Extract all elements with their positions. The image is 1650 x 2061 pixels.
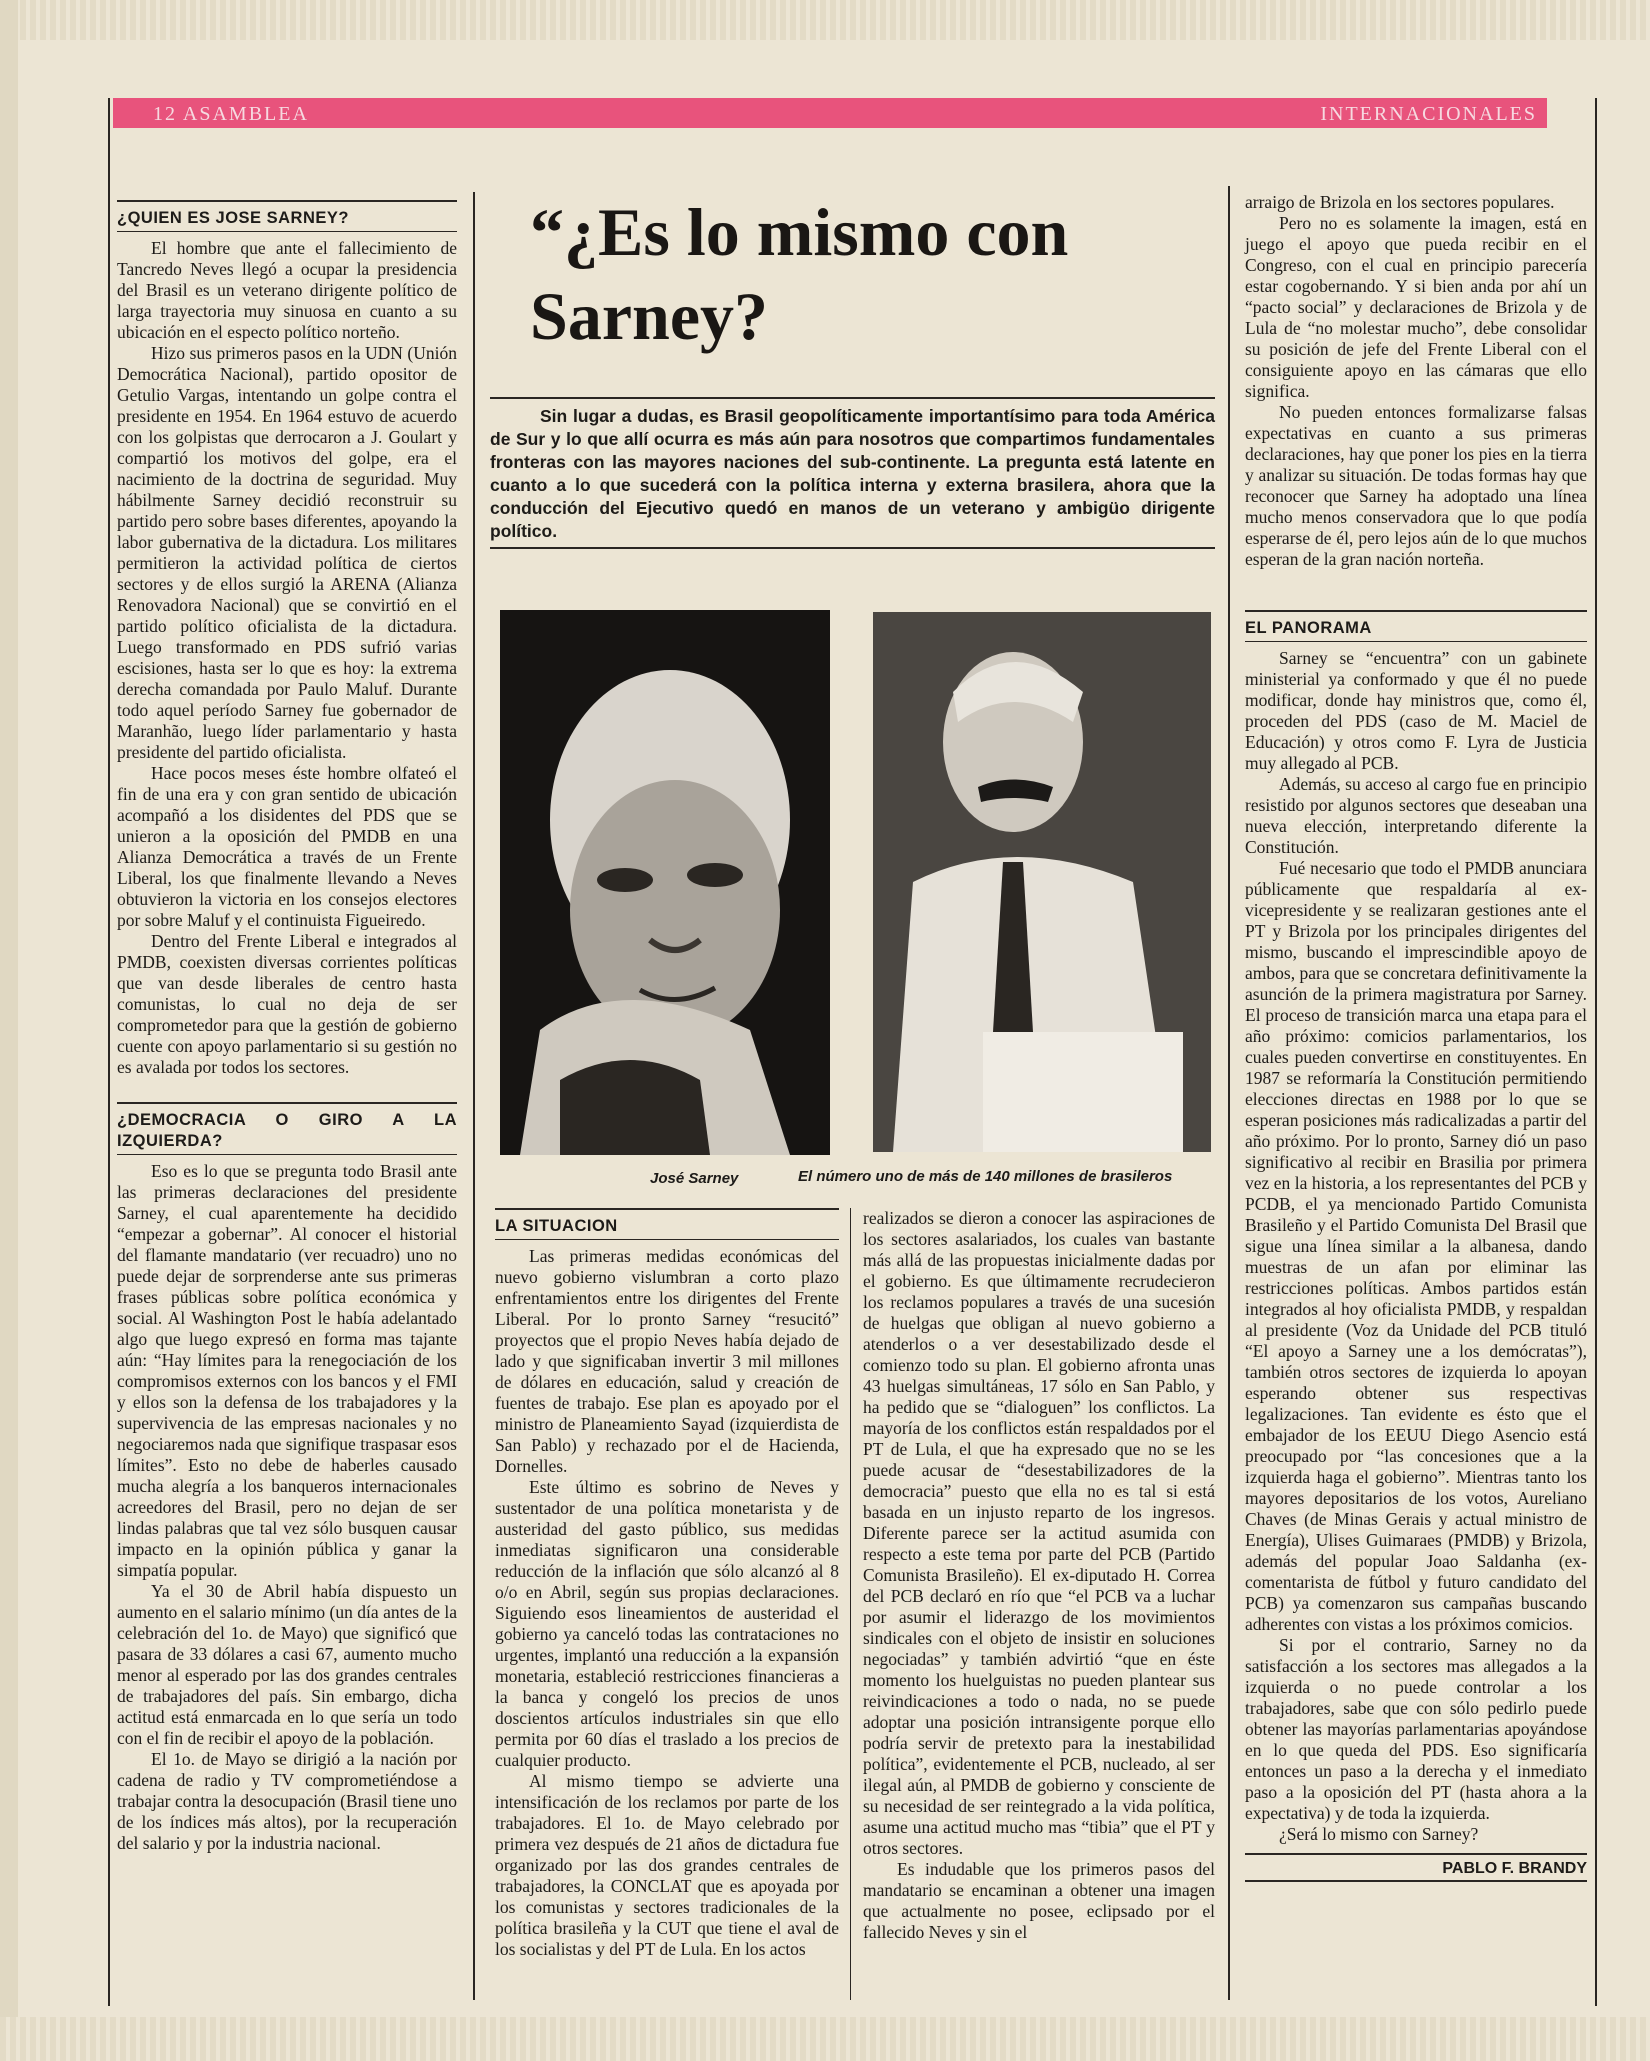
section-title-situacion: LA SITUACION — [495, 1208, 839, 1240]
paragraph: No pueden entonces formalizarse falsas expectativas en cuanto a sus primeras declaraciones, hay que poner los pies en la tierra y analizar su situación. De todas formas hay que reconocer que Sarney ha adoptado una línea mucho menos conservadora que lo que podía esperarse de él, pero lejos aún de lo que muchos esperan de la gran nación norteña. — [1245, 402, 1587, 569]
closing-question: ¿Será lo mismo con Sarney? — [1279, 1824, 1479, 1844]
lead-text: Sin lugar a dudas, es Brasil geopolíticamente importantísimo para toda América de Sur y lo que allí ocurra es más aún para nosotros que compartimos fundamentales fronteras con las mayores naciones del sub-continente. La pregunta está latente en cuanto a lo que sucederá con la política interna y externa brasilera, ahora que la conducción del Ejecutivo quedó en manos de un veterano y ambigüo dirigente político. — [490, 406, 1215, 541]
paragraph: Este último es sobrino de Neves y sustentador de una política monetarista y de austeridad del gasto público, sus medidas inmediatas significaron una considerable reducción de la inflación que sólo alcanzó al 8 o/o en Abril, según sus propias declaraciones. Siguiendo esos lineamientos de austeridad el gobierno ya canceló todas las contrataciones no urgentes, implantó una reducción a la expansión monetaria, estableció restricciones financieras a la banca y congeló los precios de unos doscientos artículos industriales sin que ello permita por 60 días el traslado a los precios de cualquier producto. — [495, 1477, 839, 1770]
column-1 — [117, 200, 457, 1854]
article-lead — [490, 397, 1215, 549]
column-rule-1 — [473, 192, 475, 2000]
paragraph: Al mismo tiempo se advierte una intensificación de los reclamos por parte de los trabajadores. El 1o. de Mayo celebrado por primera vez después de 21 años de dictadura fue organizado por las dos grandes centrales de trabajadores, la CONCLAT que es apoyada por los comunistas y sectores tradicionales de la política brasileña y la CUT que tiene el aval de los socialistas y del PT de Lula. En los actos — [495, 1771, 839, 1959]
column-2 — [495, 1208, 839, 1960]
paragraph: Ya el 30 de Abril había dispuesto un aumento en el salario mínimo (un día antes de la celebración del 1o. de Mayo) que significó que pasara de 33 dólares a casi 67, aumento mucho menor al esperado por las dos grandes centrales de trabajadores del país. Sin embargo, dicha actitud está enmarcada en lo que sería un todo con el fin de recibir el apoyo de la población. — [117, 1581, 457, 1748]
photo-caption-left: José Sarney — [650, 1170, 739, 1187]
headline-line-2: Sarney? — [530, 278, 768, 354]
page-number-section: 12 ASAMBLEA — [153, 103, 309, 125]
section-name: INTERNACIONALES — [1320, 103, 1537, 125]
paragraph: Hizo sus primeros pasos en la UDN (Unión Democrática Nacional), partido opositor de Getulio Vargas, intentando un golpe contra el presidente en 1954. En 1964 estuvo de acuerdo con los golpistas que derrocaron a J. Goulart y compartió los motivos del golpe, era el nacimiento de la doctrina de seguridad. Muy hábilmente Sarney decidió reconstruir su partido pero sobre bases diferentes, apoyando la labor gubernativa de la dictadura. Los militares permitieron la actividad política de ciertos sectores y de ellos surgió la ARENA (Alianza Renovadora Nacional) que se convirtió en el partido político oficialista de la dictadura. Luego transformado en PDS sufrió varias escisiones, hasta ser lo que es hoy: la extrema derecha comandada por Paulo Maluf. Durante todo aquel período Sarney fue gobernador de Maranhão, luego líder parlamentario y hasta presidente del partido oficialista. — [117, 343, 457, 762]
section-header-bar — [113, 98, 1547, 128]
portrait-illustration — [873, 612, 1211, 1152]
article-headline — [530, 190, 1190, 358]
paragraph: Dentro del Frente Liberal e integrados al PMDB, coexisten diversas corrientes políticas que van desde liberales de centro hasta comunistas, lo cual no deja de ser comprometedor para que la gestión de gobierno cuente con apoyo parlamentario si su gestión no es avalada por todos los sectores. — [117, 931, 457, 1077]
paragraph: Además, su acceso al cargo fue en principio resistido por algunos sectores que deseaban una nueva elección, interpretando diferente la Constitución. — [1245, 774, 1587, 857]
portrait-illustration — [500, 610, 830, 1155]
paragraph: Fué necesario que todo el PMDB anunciara públicamente que respaldaría al ex-vicepresidente y se realizaran gestiones ante el PT y Brizola por los principales dirigentes del mismo, buscando el imprescindible apoyo de ambos, para que se concretara definitivamente la asunción de la primera magistratura por Sarney. El proceso de transición marca una etapa para el año próximo: comicios parlamentarios, los cuales pueden convertirse en constituyentes. En 1987 se reformaría la Constitución permitiendo elecciones directas en 1988 por lo que se esperan posiciones más radicalizadas a partir del año próximo. Por lo pronto, Sarney dió un paso significativo al recibir en Brasilia por primera vez en la historia, a los representantes del PCB y PCDB, el ya mencionado Partido Comunista Brasileño y el Partido Comunista Del Brasil que sigue una línea similar a la albanesa, dando muestras de un afan por eliminar las restricciones políticas. Ambos partidos están integrados al hoy oficialista PMDB, y respaldan al presidente (Voz da Unidade del PCB tituló “El apoyo a Sarney une a los demócratas”), también otros sectores de izquierda lo apoyan esperando obtener sus respectivas legalizaciones. Tan evidente es ésto que el embajador de los EEUU Diego Asencio está preocupado por “las concesiones que a la izquierda haga el gobierno”. Mientras tanto los mayores depositarios de los votos, Aureliano Chaves (de Minas Gerais y actual ministro de Energía), Ulises Guimaraes (PMDB) y Brizola, además del popular Joao Saldanha (ex-comentarista de fútbol y futuro candidato del PCB) ya comenzaron sus campañas buscando adherentes con vistas a los próximos comicios. — [1245, 858, 1587, 1634]
paragraph: El 1o. de Mayo se dirigió a la nación por cadena de radio y TV comprometiéndose a trabajar contra la desocupación (Brasil tiene uno de los índices más altos), por la recuperación del salario y por la industria nacional. — [117, 1749, 457, 1853]
paragraph: Si por el contrario, Sarney no da satisfacción a los sectores mas allegados a la izquierda o no puede controlar a los trabajadores, sabe que con sólo pedirlo puede obtener las mayorías parlamentarias apoyándose en lo que queda del PDS. Eso significaría entonces un paso a la derecha y el inmediato paso a la oposición del PT (hasta ahora a la expectativa) y de toda la izquierda. — [1245, 1635, 1587, 1823]
column-rule-2 — [850, 1208, 851, 2000]
paragraph: Eso es lo que se pregunta todo Brasil ante las primeras declaraciones del presidente Sarney, el cual aparentemente ha decidido “empezar a gobernar”. Al conocer el historial del flamante mandatario (ver recuadro) uno no puede dejar de sorprenderse ante sus primeras frases públicas sobre política económica y social. Al Washington Post le había adelantado algo que luego expresó en forma mas tajante aún: “Hay límites para la renegociación de los compromisos externos con los bancos y el FMI y ellos son la defensa de los trabajadores y la supervivencia de las empresas nacionales y no negociaremos nada que signifique traspasar esos límites”. Esto no debe de haberles causado mucha alegría a los banqueros internacionales acreedores del Brasil, pero no dejan de ser lindas palabras que tal vez sólo busquen causar impacto en la opinión pública y ganar la simpatía popular. — [117, 1161, 457, 1580]
paragraph: Las primeras medidas económicas del nuevo gobierno vislumbran a corto plazo enfrentamientos entre los dirigentes del Frente Liberal. Por lo pronto Sarney “resucitó” proyectos que el propio Neves había dejado de lado y que significaban invertir 3 mil millones de dólares en educación, salud y creación de fuentes de trabajo. Ese plan es apoyado por el ministro de Planeamiento Sayad (izquierdista de San Pablo) y rechazado por el de Hacienda, Dornelles. — [495, 1246, 839, 1476]
paragraph: El hombre que ante el fallecimiento de Tancredo Neves llegó a ocupar la presidencia del Brasil es un veterano dirigente político de larga trayectoria muy sinuosa en cuanto a su ubicación en el especto político norteño. — [117, 238, 457, 342]
photo-caption-right: El número uno de más de 140 millones de brasileros — [798, 1168, 1173, 1185]
photo-jose-sarney — [500, 610, 830, 1155]
page-edge-left — [0, 0, 18, 2061]
paragraph: Pero no es solamente la imagen, está en juego el apoyo que pueda recibir en el Congreso, con el cual en principio parecería estar cogobernando. Y si bien anda por ahí un “pacto social” y declaraciones de Brizola y de Lula de “no molestar mucho”, debe consolidar su posición de jefe del Frente Liberal con el consiguiente apoyo en las cámaras que ello significa. — [1245, 213, 1587, 401]
right-margin-rule — [1595, 98, 1597, 2006]
column-rule-3 — [1228, 186, 1230, 2000]
left-margin-rule — [108, 98, 110, 2006]
author-signature: PABLO F. BRANDY — [1245, 1853, 1587, 1882]
paragraph: arraigo de Brizola en los sectores populares. — [1245, 192, 1555, 212]
section-title-democracia: ¿DEMOCRACIA O GIRO A LA IZQUIERDA? — [117, 1102, 457, 1155]
column-4 — [1245, 192, 1587, 1882]
headline-line-1: “¿Es lo mismo con — [530, 194, 1069, 270]
page-edge-top — [0, 0, 1650, 40]
photo-brazilian-leader — [873, 612, 1211, 1152]
column-3 — [863, 1208, 1215, 1943]
paragraph: Hace pocos meses éste hombre olfateó el fin de una era y con gran sentido de ubicación acompañó a los disidentes del PDS que se unieron a la oposición del PMDB en una Alianza Democrática a través de un Frente Liberal, los que finalmente llevando a Neves obtuvieron la victoria en los consejos electores por sobre Maluf y el continuista Figueiredo. — [117, 763, 457, 930]
paragraph: realizados se dieron a conocer las aspiraciones de los sectores asalariados, los cuales van bastante más allá de las propuestas inicialmente dadas por el gobierno. Es que últimamente recrudecieron los reclamos populares a través de una sucesión de huelgas que obligan al nuevo gobierno a atenderlos o a ver desestabilizado desde el comienzo todo su plan. El gobierno afronta unas 43 huelgas simultáneas, 17 sólo en San Pablo, y ha pedido que se “dialoguen” los conflictos. La mayoría de los conflictos están respaldados por el PT de Lula, el que ha expresado que no se les puede acusar de “desestabilizadores de la democracia” puesto que ella no es tal si está basada en un injusto reparto de los ingresos. Diferente parece ser la actitud asumida con respecto a este tema por parte del PCB (Partido Comunista Brasileño). El ex-diputado H. Correa del PCB declaró en río que “el PCB va a luchar por asumir el liderazgo de los movimientos sindicales con el objeto de insistir en soluciones negociadas” y también advirtió “que en éste momento los huelguistas no pueden plantear sus reivindicaciones a todo o nada, no se puede adoptar una posición intransigente porque ello podría servir de pretexto para la inestabilidad política”, evidentemente el PCB, nucleado, al ser ilegal aún, al PMDB de gobierno y consciente de su necesidad de ser reintegrado a la vida política, asume una actitud mucho mas “tibia” que el PT y otros sectores. — [863, 1208, 1215, 1858]
paragraph: Es indudable que los primeros pasos del mandatario se encaminan a obtener una imagen que actualmente no posee, eclipsado por el fallecido Neves y sin el — [863, 1859, 1215, 1942]
section-title-quien-es: ¿QUIEN ES JOSE SARNEY? — [117, 200, 457, 232]
page-edge-bottom — [0, 2017, 1650, 2061]
section-title-panorama: EL PANORAMA — [1245, 610, 1587, 642]
paragraph: Sarney se “encuentra” con un gabinete ministerial ya conformado y que él no puede modificar, donde hay ministros que, como él, proceden del PDS (caso de M. Maciel de Educación) y otros como F. Lyra de Justicia muy allegado al PCB. — [1245, 648, 1587, 773]
